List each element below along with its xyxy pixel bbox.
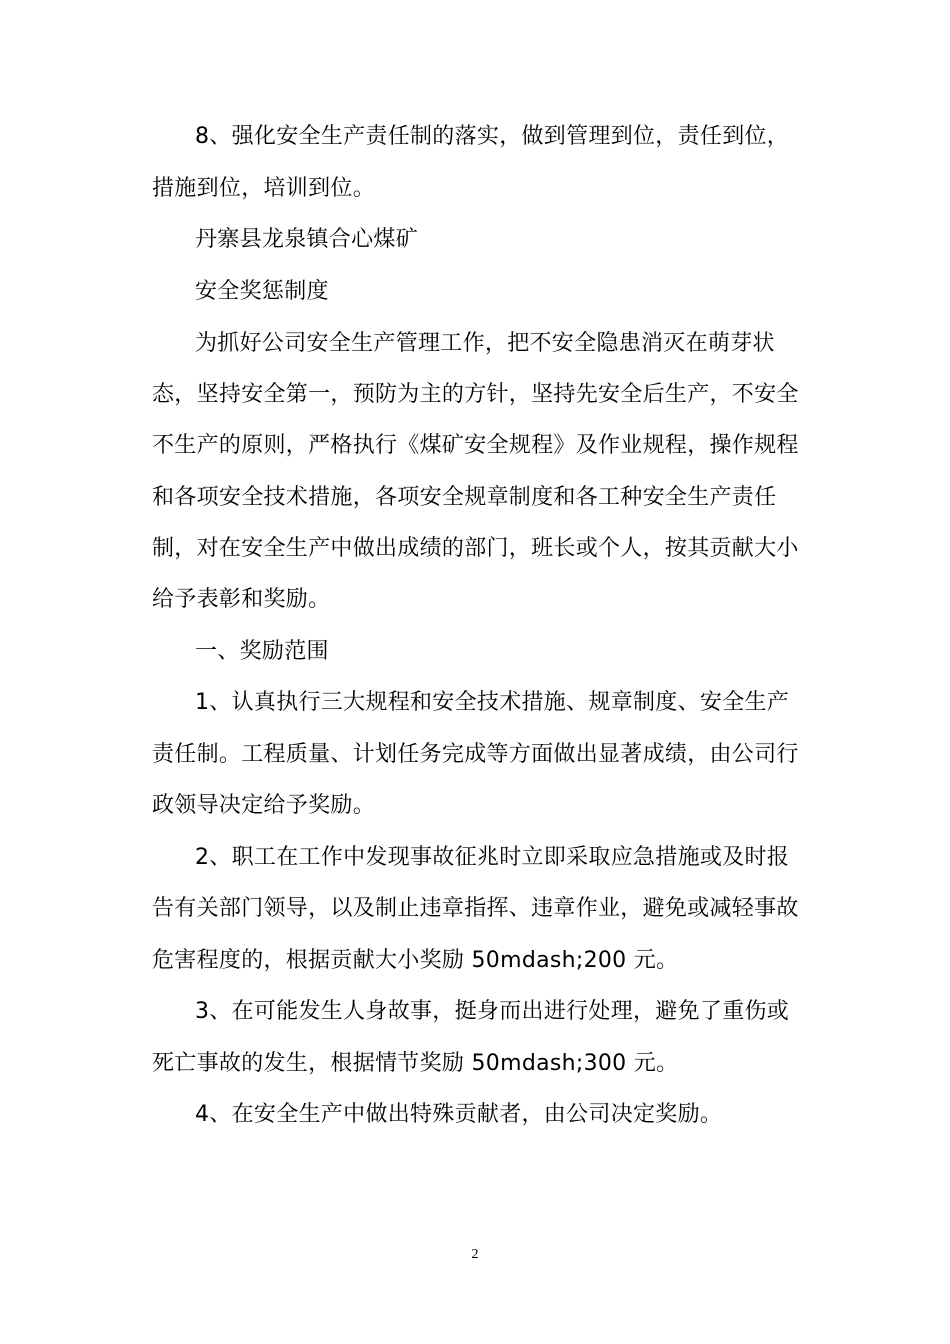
- paragraph-line: 措施到位，培训到位。: [152, 176, 376, 201]
- paragraph-line: 和各项安全技术措施，各项安全规章制度和各工种安全生产责任: [152, 485, 777, 510]
- page-number: 2: [471, 1247, 479, 1262]
- paragraph-line: 态，坚持安全第一，预防为主的方针，坚持先安全后生产，不安全: [152, 382, 799, 407]
- paragraph-line: 1、认真执行三大规程和安全技术措施、规章制度、安全生产: [195, 690, 790, 715]
- document-title: 安全奖惩制度: [195, 279, 329, 304]
- paragraph-line: 政领导决定给予奖励。: [152, 793, 376, 818]
- paragraph-line: 给予表彰和奖励。: [152, 587, 331, 612]
- paragraph-line: 2、职工在工作中发现事故征兆时立即采取应急措施或及时报: [195, 845, 790, 870]
- paragraph-line: 责任制。工程质量、计划任务完成等方面做出显著成绩，由公司行: [152, 742, 799, 767]
- paragraph-line: 死亡事故的发生，根据情节奖励 50mdash;300 元。: [152, 1051, 679, 1076]
- paragraph-line: 制，对在安全生产中做出成绩的部门，班长或个人，按其贡献大小: [152, 536, 799, 561]
- paragraph-line: 8、强化安全生产责任制的落实，做到管理到位，责任到位，: [195, 124, 790, 149]
- section-heading: 一、奖励范围: [195, 639, 329, 664]
- paragraph-line: 危害程度的，根据贡献大小奖励 50mdash;200 元。: [152, 948, 679, 973]
- paragraph-line: 为抓好公司安全生产管理工作，把不安全隐患消灭在萌芽状: [195, 331, 775, 356]
- paragraph-line: 4、在安全生产中做出特殊贡献者，由公司决定奖励。: [195, 1102, 723, 1127]
- paragraph-line: 3、在可能发生人身故事，挺身而出进行处理，避免了重伤或: [195, 999, 790, 1024]
- paragraph-line: 不生产的原则，严格执行《煤矿安全规程》及作业规程，操作规程: [152, 433, 799, 458]
- paragraph-line: 告有关部门领导，以及制止违章指挥、违章作业，避免或减轻事故: [152, 896, 799, 921]
- org-name: 丹寨县龙泉镇合心煤矿: [195, 227, 419, 252]
